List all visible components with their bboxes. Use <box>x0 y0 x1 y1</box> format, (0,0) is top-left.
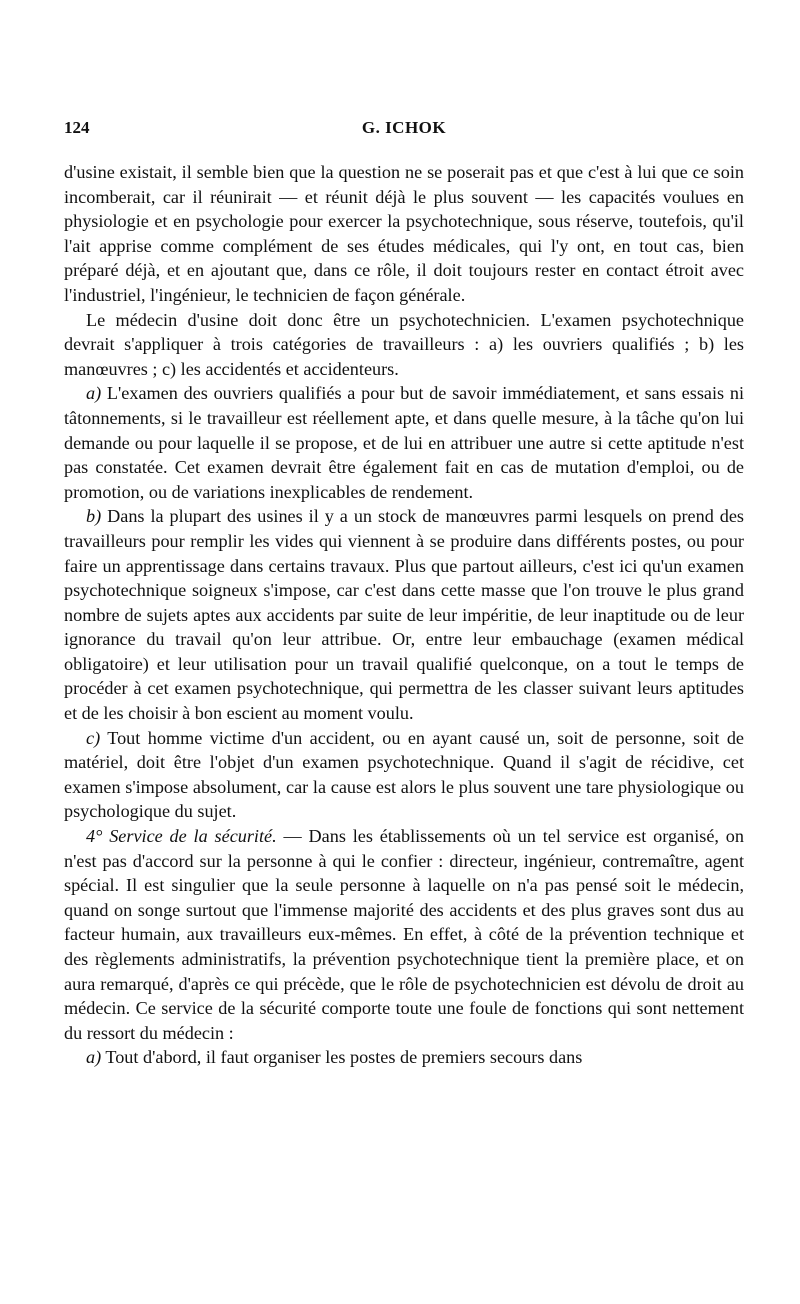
paragraph-text: — Dans les établissements où un tel service est organisé, on n'est pas d'accord sur la personne à qui le confier : directeur, ingénieur, contremaître, agent spécial. Il est singulier que la seule personne à laquelle on n'a pas pensé soit le médecin, quand on songe surtout que l'immense majorité des accidents et des plus graves sont dus au facteur humain, aux travailleurs eux-mêmes. En effet, à côté de la prévention technique et des règlements administratifs, la prévention psychotechnique tient la première place, et on aura remarqué, d'après ce qui précède, que le rôle de psychotechnicien est dévolu de droit au médecin. Ce service de la sécurité comporte toute une foule de fonctions qui sont nettement du ressort du médecin : <box>64 826 744 1043</box>
paragraph-item-a-secours <box>64 1045 744 1070</box>
page-number: 124 <box>64 118 90 137</box>
paragraph-text: d'usine existait, il semble bien que la question ne se poserait pas et que c'est à lui que ce soin incomberait, car il réunirait — et réunit déjà le plus souvent — les capacités voulues en physiologie et en psychologie pour exercer la psychotechnique, sous réserve, toutefois, qu'il l'ait apprise comme complément de ses études médicales, qui l'y ont, en tout cas, bien préparé déjà, et en ajoutant que, dans ce rôle, il doit toujours rester en contact étroit avec l'industriel, l'ingénieur, le technicien de façon générale. <box>64 162 744 305</box>
book-page <box>64 118 744 1070</box>
paragraph-text: Tout d'abord, il faut organiser les postes de premiers secours dans <box>101 1047 583 1068</box>
paragraph-service-securite <box>64 824 744 1045</box>
paragraph-item-b <box>64 504 744 725</box>
item-marker: a) <box>86 1047 102 1068</box>
paragraph-examen-intro <box>64 308 744 382</box>
paragraph-text: L'examen des ouvriers qualifiés a pour but de savoir immédiatement, et sans essais ni tâtonnements, si le travailleur est réellement apte, et dans quelle mesure, à la tâche qu'on lui demande ou pour laquelle il se propose, et de lui en attribuer une autre si cette aptitude n'est pas constatée. Cet examen devrait être également fait en cas de mutation d'emploi, ou de promotion, ou de variations inexplicables de rendement. <box>64 383 744 502</box>
body-text <box>64 160 744 1070</box>
section-heading: 4° Service de la sécurité. <box>86 826 277 847</box>
paragraph-text: Tout homme victime d'un accident, ou en ayant causé un, soit de personne, soit de matériel, doit être l'objet d'un examen psychotechnique. Quand il s'agit de récidive, cet examen s'impose absolument, car la cause est alors le plus souvent une tare physiologique ou psychologique du sujet. <box>64 727 744 822</box>
item-marker: c) <box>86 727 101 748</box>
paragraph-text: Le médecin d'usine doit donc être un psychotechnicien. L'examen psychotechnique devrait s'appliquer à trois catégories de travailleurs : a) les ouvriers qualifiés ; b) les manœuvres ; c) les accidentés et accidenteurs. <box>64 309 744 379</box>
running-header <box>64 118 744 146</box>
item-marker: b) <box>86 506 102 527</box>
paragraph-continuation <box>64 160 744 308</box>
item-marker: a) <box>86 383 102 404</box>
paragraph-item-a <box>64 381 744 504</box>
paragraph-text: Dans la plupart des usines il y a un stock de manœuvres parmi lesquels on prend des travailleurs pour remplir les vides qui viennent à se produire dans différents postes, ou pour faire un apprentissage dans certains travaux. Plus que partout ailleurs, c'est ici qu'un examen psychotechnique soigneux s'impose, car c'est dans cette masse que l'on trouve le plus grand nombre de sujets aptes aux accidents par suite de leur impéritie, de leur inaptitude ou de leur ignorance du travail qu'on leur attribue. Or, entre leur embauchage (examen médical obligatoire) et leur utilisation pour un travail qualifié quelconque, on a tout le temps de procéder à cet examen psychotechnique, qui permettra de les classer suivant leurs aptitudes et de les choisir à bon escient au moment voulu. <box>64 506 744 724</box>
paragraph-item-c <box>64 726 744 824</box>
author-running-head: G. ICHOK <box>361 118 447 137</box>
